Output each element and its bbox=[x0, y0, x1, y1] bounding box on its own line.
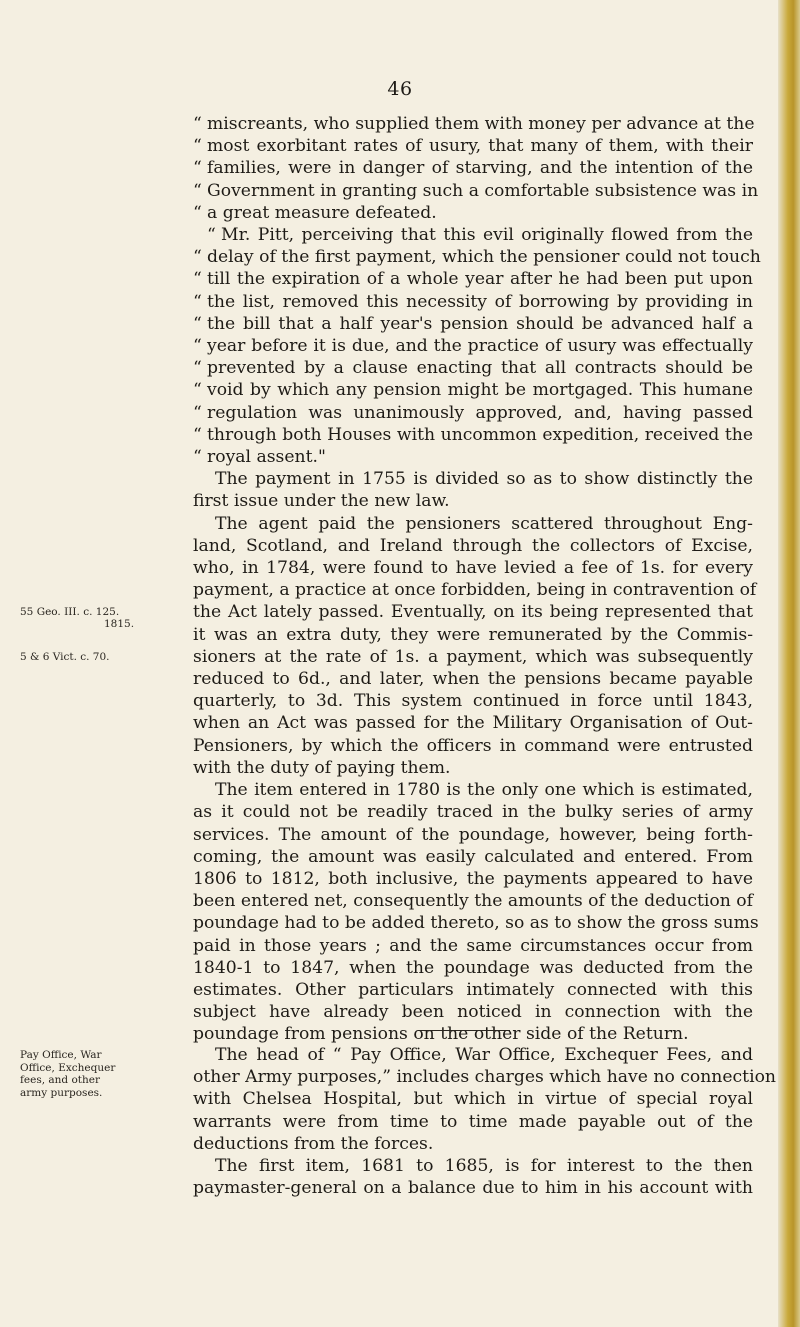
quotation: “ miscreants, who supplied them with money per advance at the “ most exorbitant rates of usury, that many of them, with their “ families, were in danger of starving, and the intention of the “ Government in granting such a comfortable subsistence was in “ a great measure defeated. “ Mr. Pitt, perceiving that this evil originally flowed from the “ delay of the first payment, which the pensioner could not touch “ till the expiration of a whole year after he had been put upon “ the list, removed this necessity of borrowing by providing in “ the bill that a half year's pension should be advanced half a “ year before it is due, and the practice of usury was effectually “ prevented by a clause enacting that all contracts should be “ void by which any pension might be mortgaged. This humane “ regulation was unanimously approved, and, having passed “ through both Houses with uncommon expedition, received the “ royal assent." bbox=[193, 114, 761, 468]
margin-note-line: fees, and other bbox=[20, 1074, 100, 1086]
text-line: poundage from pensions on the other side of the Return. bbox=[193, 1024, 689, 1045]
quote-line: the bill that a half year's pension should be advanced half a bbox=[207, 313, 753, 334]
text-line: deductions from the forces. bbox=[193, 1133, 434, 1154]
text-line: when an Act was passed for the Military Organisation of Out- bbox=[193, 713, 753, 734]
margin-note-statute bbox=[20, 606, 200, 630]
text-line: paymaster-general on a balance due to him in his account with bbox=[193, 1178, 753, 1199]
text-line: land, Scotland, and Ireland through the collectors of Excise, bbox=[193, 535, 753, 556]
text-line: warrants were from time to time made payable out of the bbox=[193, 1111, 753, 1132]
quote-line: miscreants, who supplied them with money per advance at the bbox=[207, 114, 755, 134]
margin-note-line: 5 & 6 Vict. c. 70. bbox=[20, 651, 110, 663]
quote-line: till the expiration of a whole year after he had been put upon bbox=[207, 269, 753, 290]
page-number: 46 bbox=[387, 78, 413, 100]
margin-note-line: Pay Office, War bbox=[20, 1049, 102, 1061]
quote-line: Government in granting such a comfortable subsistence was in bbox=[207, 180, 759, 201]
margin-note-statute bbox=[20, 651, 200, 663]
quote-line: delay of the first payment, which the pensioner could not touch bbox=[207, 247, 761, 268]
text-line: sioners at the rate of 1s. a payment, which was subsequently bbox=[193, 646, 753, 667]
text-line: 1806 to 1812, both inclusive, the payments appeared to have bbox=[193, 868, 753, 889]
text-line: Pensioners, by which the officers in command were entrusted bbox=[193, 735, 753, 756]
text-line: coming, the amount was easily calculated and entered. From bbox=[193, 846, 753, 867]
margin-note-section-heading bbox=[20, 1049, 200, 1099]
text-line: reduced to 6d., and later, when the pensions became payable bbox=[193, 669, 753, 690]
text-line: paid in those years ; and the same circumstances occur from bbox=[193, 935, 753, 956]
text-line: The first item, 1681 to 1685, is for interest to the then bbox=[215, 1156, 753, 1177]
quote-line: void by which any pension might be mortgaged. This humane bbox=[207, 380, 753, 401]
commentary bbox=[193, 468, 759, 1045]
text-line: the Act lately passed. Eventually, on its being represented that bbox=[193, 602, 753, 623]
page-edge bbox=[778, 0, 800, 1327]
text-line: it was an extra duty, they were remunerated by the Commis- bbox=[193, 624, 753, 645]
text-line: with Chelsea Hospital, but which in virtue of special royal bbox=[193, 1089, 753, 1110]
text-line: estimates. Other particulars intimately connected with this bbox=[193, 979, 753, 1000]
margin-note-line: 55 Geo. III. c. 125. bbox=[20, 606, 120, 618]
text-line: payment, a practice at once forbidden, being in contravention of bbox=[193, 580, 757, 601]
text-line: poundage had to be added thereto, so as to show the gross sums bbox=[193, 913, 759, 934]
text-line: other Army purposes,” includes charges which have no connection bbox=[193, 1067, 776, 1088]
quote-line: the list, removed this necessity of borrowing by providing in bbox=[207, 291, 753, 312]
section-pay-office bbox=[193, 1044, 776, 1199]
quote-line: regulation was unanimously approved, and, having passed bbox=[207, 402, 753, 423]
text-line: subject have already been noticed in connection with the bbox=[193, 1002, 753, 1023]
text-line: as it could not be readily traced in the bulky series of army bbox=[193, 802, 753, 823]
quote-line: prevented by a clause enacting that all contracts should be bbox=[207, 358, 753, 379]
text-line: The item entered in 1780 is the only one which is estimated, bbox=[215, 780, 753, 801]
text-line: The agent paid the pensioners scattered throughout Eng- bbox=[215, 513, 753, 534]
text-line: who, in 1784, were found to have levied a fee of 1s. for every bbox=[193, 558, 753, 579]
quote-line: families, were in danger of starving, and the intention of the bbox=[207, 158, 753, 179]
quote-line: royal assent." bbox=[207, 447, 326, 468]
text-line: The payment in 1755 is divided so as to show distinctly the bbox=[215, 469, 753, 490]
text-line: been entered net, consequently the amounts of the deduction of bbox=[193, 891, 753, 912]
margin-note-line: Office, Exchequer bbox=[20, 1061, 116, 1074]
quote-line: Mr. Pitt, perceiving that this evil originally flowed from the bbox=[221, 225, 753, 246]
text-line: services. The amount of the poundage, however, being forth- bbox=[193, 824, 753, 845]
quote-line: year before it is due, and the practice of usury was effectually bbox=[207, 336, 753, 357]
text-line: first issue under the new law. bbox=[193, 491, 450, 512]
quote-line: a great measure defeated. bbox=[207, 202, 437, 223]
body-text bbox=[193, 113, 761, 1046]
margin-note-line: army purposes. bbox=[20, 1086, 103, 1099]
text-line: 1840-1 to 1847, when the poundage was deducted from the bbox=[193, 957, 753, 978]
section-divider bbox=[418, 1030, 510, 1031]
quote-line: most exorbitant rates of usury, that many of them, with their bbox=[207, 136, 753, 157]
text-line: The head of “ Pay Office, War Office, Exchequer Fees, and bbox=[215, 1045, 753, 1065]
text-line: quarterly, to 3d. This system continued in force until 1843, bbox=[193, 691, 753, 712]
margin-note-line: 1815. bbox=[104, 618, 135, 630]
quote-line: through both Houses with uncommon expedition, received the bbox=[207, 424, 753, 445]
text-line: with the duty of paying them. bbox=[193, 757, 451, 778]
